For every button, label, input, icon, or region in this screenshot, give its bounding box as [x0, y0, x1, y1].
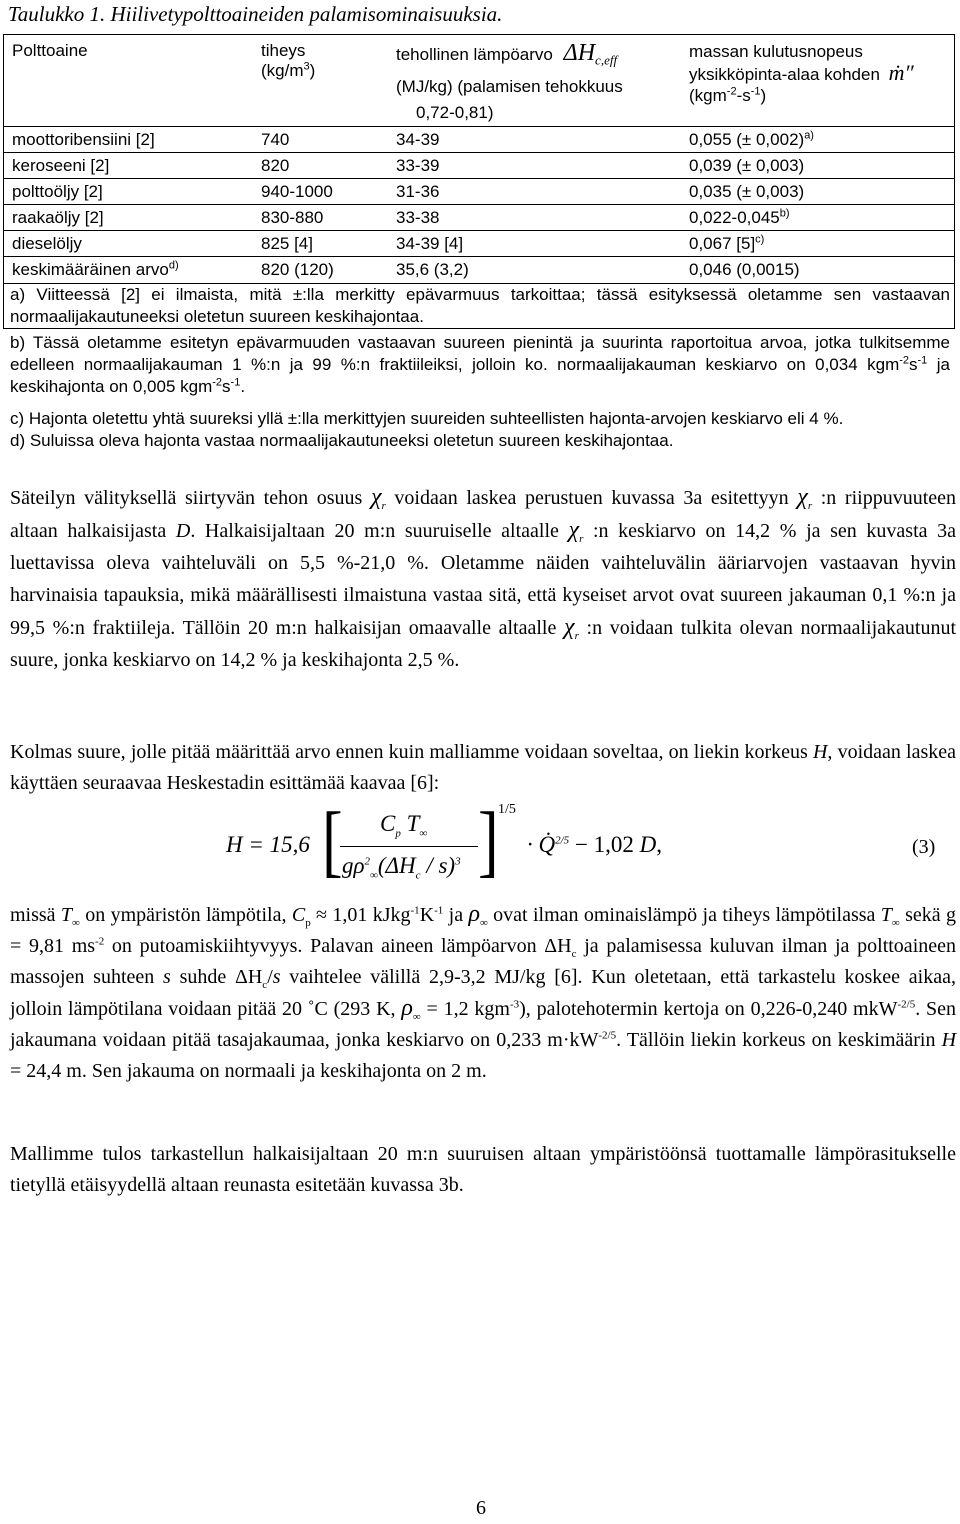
- table-cell-fuel: dieselöljy: [12, 234, 82, 253]
- table-cell-rate: 0,067 $[5]^{c)}$: [689, 233, 765, 253]
- table-cell-heat: 34-39: [396, 130, 440, 149]
- table-cell-rate: 0,039 (± 0,003): [689, 156, 805, 175]
- equation-power: 1/5: [498, 802, 516, 817]
- table-cell-density: 830-880: [261, 208, 324, 227]
- m-dot-symbol: ṁ″: [888, 60, 914, 85]
- table-cell-density: 820 (120): [261, 260, 334, 279]
- page-number: 6: [476, 1497, 486, 1519]
- table-cell-density: 740: [261, 130, 290, 149]
- header-burn-rate: massan kulutusnopeus yksikköpinta-alaa kohden ṁ″ $(kgm^{-2}-s^{-1})$: [689, 42, 914, 105]
- table-cell-heat: 34-39 [4]: [396, 234, 464, 253]
- table-cell-density: 820: [261, 156, 290, 175]
- paragraph-flame-height: Kolmas suure, jolle pitää määrittää arvo ennen kuin malliamme voidaan soveltaa, on liekin korkeus H, voidaan laskea käyttäen seuraavaa Heskestadin esittämää kaavaa [6]:: [10, 741, 957, 794]
- paragraph-symbols: missä $T_\infty$ on ympäristön lämpötila, $C_p \approx 1,01$ $kJkg^{-1}K^{-1}$ ja $\rho_\infty$ ovat ilman ominaislämpö ja tiheys lämpötilassa $T_\infty$ sekä g = 9,81 $ms^{-2}$ on putoamiskiihtyvyys. Palavan aineen lämpöarvon $\Delta H_c$ ja palamisessa kuluvan ilman ja polttoaineen massojen suhteen s suhde $\Delta H_c/s$ vaihtelee välillä 2,9-3,2 MJ/kg [6]. Kun oletetaan, että tarkastelu koskee aikaa, jolloin lämpötilana voidaan pitää 20 ˚C (293 K, $\rho_\infty = 1,2$ kgm$^{-3}$), palotehotermin kertoja on 0,226-0,240 mkW$^{-2/5}$. Sen jakaumana voidaan pitää tasajakaumaa, jonka keskiarvo on 0,233 $m\cdot kW^{-2/5}$. Tällöin liekin korkeus on keskimäärin H = 24,4 m. Sen jakauma on normaali ja keskihajonta on 2 m.: [10, 901, 957, 1082]
- table-note-c: c) Hajonta oletettu yhtä suureksi yllä ±:lla merkittyjen suureiden suhteellisten hajonta-arvojen keskiarvo eli 4 %.: [10, 409, 844, 428]
- table-cell-fuel: polttoöljy [2]: [12, 182, 103, 201]
- header-density: tiheys $(kg/m^3)$: [261, 41, 316, 80]
- table-cell-fuel: keroseeni [2]: [12, 156, 110, 175]
- row-divider: [4, 152, 954, 153]
- table-cell-rate: 0,055 (± 0,002)$^{a)}$: [689, 129, 814, 149]
- equation-number: (3): [912, 836, 936, 858]
- equation-numerator: $C_p$ $T_\infty$: [380, 811, 428, 840]
- table-note-a: a) Viitteessä [2] ei ilmaista, mitä ±:lla merkitty epävarmuus tarkoittaa; tässä esityksessä oletamme sen vastaavan normaalijakautuneeksi oletetun suureen keskihajontaa.: [10, 285, 950, 326]
- left-bracket: [: [322, 796, 343, 886]
- right-bracket: ]: [478, 796, 499, 886]
- table-cell-rate: 0,035 (± 0,003): [689, 182, 805, 201]
- row-divider: [4, 204, 954, 205]
- row-divider: [4, 256, 954, 257]
- header-divider: [4, 126, 954, 127]
- delta-h-symbol: ΔH: [563, 40, 596, 66]
- table-cell-fuel: moottoribensiini [2]: [12, 130, 155, 149]
- table-note-d: d) Suluissa oleva hajonta vastaa normaalijakautuneeksi oletetun suureen keskihajontaa.: [10, 431, 674, 450]
- row-divider: [4, 178, 954, 179]
- table-cell-fuel: raakaöljy [2]: [12, 208, 104, 227]
- header-heat-unit: (MJ/kg) (palamisen tehokkuus: [396, 77, 623, 96]
- header-heat-value: tehollinen lämpöarvo $\Delta H_{c,eff}$: [396, 40, 618, 68]
- table-cell-heat: 31-36: [396, 182, 440, 201]
- table-cell-heat: 33-38: [396, 208, 440, 227]
- equation-lhs: H = 15,6: [226, 832, 310, 857]
- header-heat-range: 0,72-0,81): [416, 103, 494, 122]
- table-cell-density: 940-1000: [261, 182, 333, 201]
- row-divider: [4, 230, 954, 231]
- header-fuel: Polttoaine: [12, 41, 88, 60]
- table-cell-rate: 0,022-0,045$^{b)}$: [689, 207, 790, 227]
- table-cell-fuel: keskimääräinen arvo$^{d)}$: [12, 259, 179, 279]
- equation-q-term: · Q̇$^{2/5}$ − 1,02 D,: [527, 832, 663, 857]
- table-note-b: b) Tässä oletamme esitetyn epävarmuuden vastaavan suureen pienintä ja suurinta raportoitua arvoa, jotka tulkitsemme edelleen normaalijakauman 1 %:n ja 99 %:n fraktiileiksi, jolloin ko. normaalijakauman keskiarvo on 0,034 $kgm^{-2}s^{-1}$ ja keskihajonta on 0,005 $kgm^{-2}s^{-1}$.: [10, 333, 950, 396]
- paragraph-model-result: Mallimme tulos tarkastellun halkaisijaltaan 20 m:n suuruisen altaan ympäristöönsä tuottamalle lämpörasitukselle tietyllä etäisyydellä altaan reunasta esitetään kuvassa 3b.: [10, 1143, 956, 1196]
- equation-denominator: $g\rho^2_\infty(\Delta H_c / s)^3$: [342, 853, 461, 882]
- table-cell-heat: 35,6 (3,2): [396, 260, 469, 279]
- table-cell-density: 825 [4]: [261, 234, 313, 253]
- table-caption: Taulukko 1. Hiilivetypolttoaineiden palamisominaisuuksia.: [8, 2, 503, 26]
- table-cell-rate: 0,046 (0,0015): [689, 260, 800, 279]
- fraction-bar: [340, 846, 478, 847]
- table-cell-heat: 33-39: [396, 156, 440, 175]
- paragraph-radiation-fraction: Säteilyn välityksellä siirtyvän tehon osuus $\chi_r$ voidaan laskea perustuen kuvassa 3a esitettyyn $\chi_r$ :n riippuvuuteen altaan halkaisijasta D. Halkaisijaltaan 20 m:n suuruiselle altaalle $\chi_r$ :n keskiarvo on 14,2 % ja sen kuvasta 3a luettavissa oleva vaihteluväli on 5,5 %-21,0 %. Oletamme näiden vaihteluvälin ääriarvojen vastaavan hyvin harvinaisia tapauksia, mikä määrällisesti ilmaistuna vastaa sitä, että kyseiset arvot ovat suureen jakauman 0,1 %:n ja 99,5 %:n fraktiileja. Tällöin 20 m:n halkaisijan omaavalle altaalle $\chi_r$ :n voidaan tulkita olevan normaalijakautunut suure, jonka keskiarvo on 14,2 % ja keskihajonta 2,5 %.: [10, 484, 957, 671]
